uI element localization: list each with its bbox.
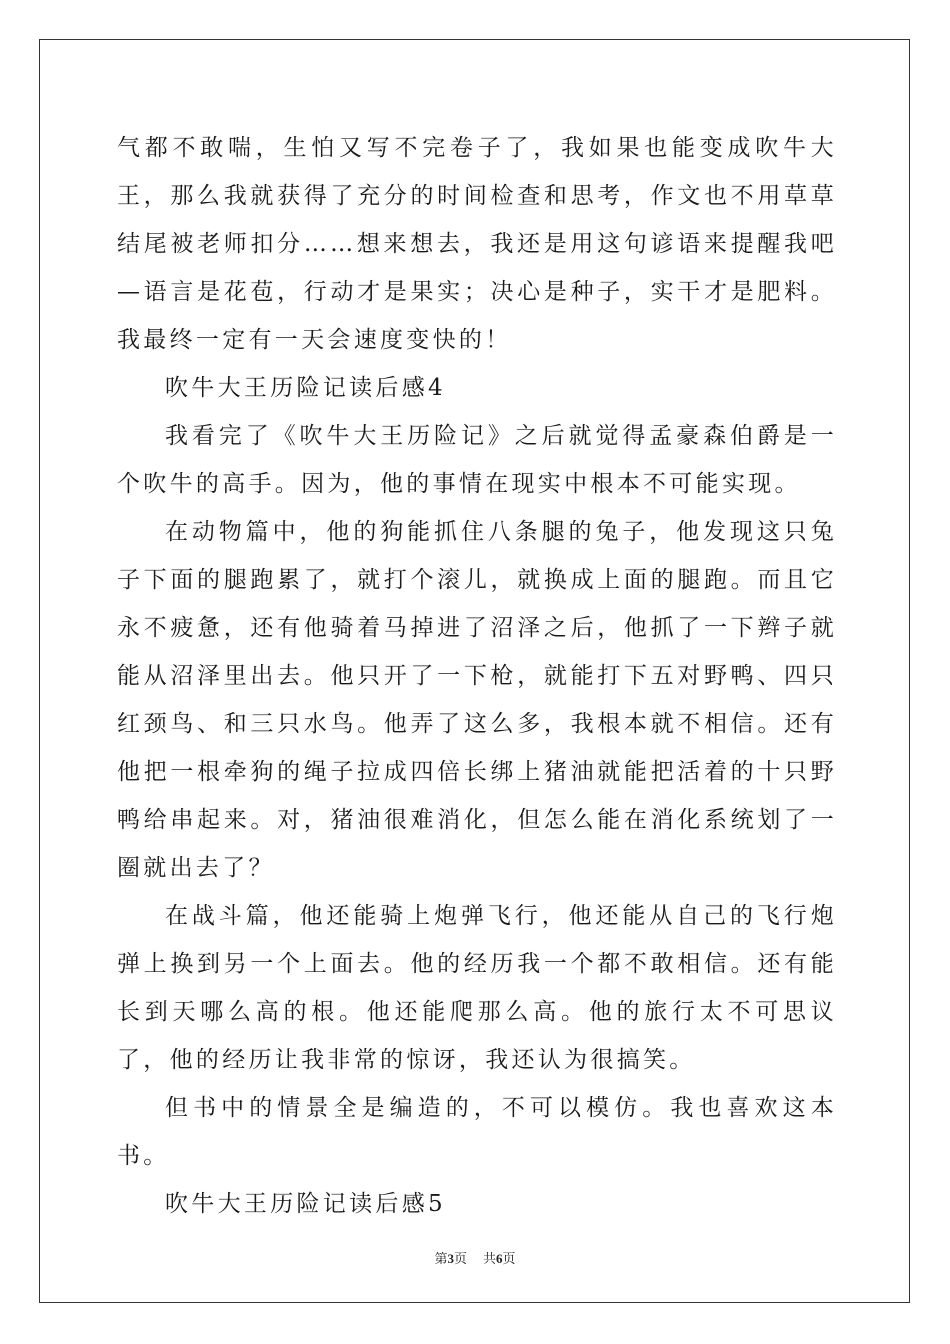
page-prefix: 第: [434, 1251, 448, 1266]
paragraph-continuation: 气都不敢喘，生怕又写不完卷子了，我如果也能变成吹牛大王，那么我就获得了充分的时间检查和思考，作文也不用草草结尾被老师扣分……想来想去，我还是用这句谚语来提醒我吧—语言是花苞，行动才是果实；决心是种子，实干才是肥料。我最终一定有一天会速度变快的！: [117, 135, 837, 353]
section-heading-4: 吹牛大王历险记读后感4: [165, 375, 446, 401]
paragraph: 但书中的情景全是编造的，不可以模仿。我也喜欢这本书。: [117, 1095, 837, 1169]
paragraph: 在战斗篇，他还能骑上炮弹飞行，他还能从自己的飞行炮弹上换到另一个上面去。他的经历我一个都不敢相信。还有能长到天哪么高的根。他还能爬那么高。他的旅行太不可思议了，他的经历让我非常的惊讶，我还认为很搞笑。: [117, 903, 837, 1073]
total-prefix: 共: [483, 1251, 497, 1266]
document-body: [117, 124, 837, 1228]
total-suffix: 页: [502, 1251, 516, 1266]
page-number: 3: [447, 1251, 454, 1266]
paragraph: 在动物篇中，他的狗能抓住八条腿的兔子，他发现这只兔子下面的腿跑累了，就打个滚儿，就换成上面的腿跑。而且它永不疲惫，还有他骑着马掉进了沼泽之后，他抓了一下辫子就能从沼泽里出去。他只开了一下枪，就能打下五对野鸭、四只红颈鸟、和三只水鸟。他弄了这么多，我根本就不相信。还有他把一根牵狗的绳子拉成四倍长绑上猪油就能把活着的十只野鸭给串起来。对，猪油很难消化，但怎么能在消化系统划了一圈就出去了？: [117, 519, 837, 881]
total-pages: 6: [496, 1251, 503, 1266]
page-footer: [0, 1248, 950, 1267]
page-suffix: 页: [453, 1251, 467, 1266]
section-heading-5: 吹牛大王历险记读后感5: [165, 1191, 446, 1217]
paragraph: 我看完了《吹牛大王历险记》之后就觉得孟豪森伯爵是一个吹牛的高手。因为，他的事情在现实中根本不可能实现。: [117, 423, 837, 497]
